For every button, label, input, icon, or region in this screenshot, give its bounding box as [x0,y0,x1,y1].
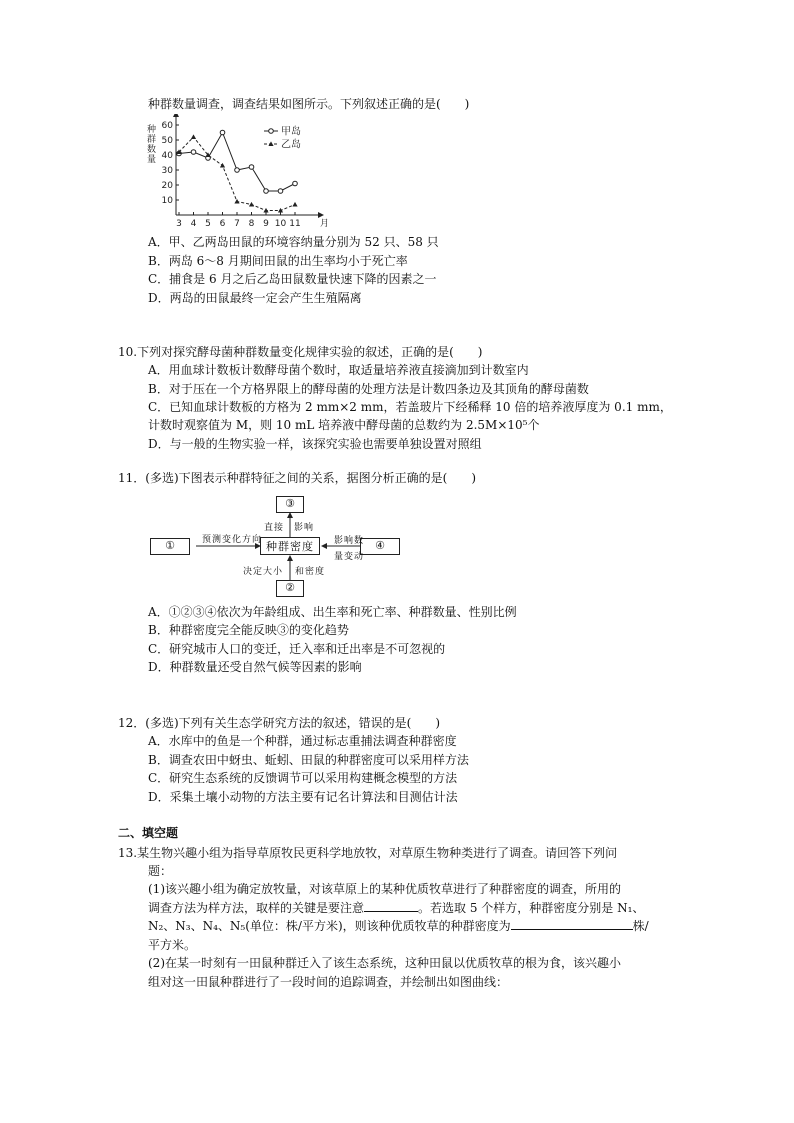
q13-part1-line4: 平方米。 [148,938,197,952]
x-tick-label: 8 [248,219,255,229]
q10-option-d: D．与一般的生物实验一样，该探究实验也需要单独设置对照组 [148,437,482,451]
y-axis-arrow [173,114,179,117]
y-tick-label: 30 [161,166,173,176]
q13-stem-cont: 题： [148,864,173,878]
q13-part2-line2: 组对这一田鼠种群进行了一段时间的追踪调查，并绘制出如图曲线： [148,975,509,989]
q13-part1-text-c: N₂、N₃、N₄、N₅(单位：株/平方米)，则该种优质牧草的种群密度为 [148,919,511,933]
label-affect: 影响 [294,523,315,533]
legend-label-1: 甲岛 [281,126,301,138]
q9-option-b: B．两岛 6～8 月期间田鼠的出生率均小于死亡率 [148,254,408,268]
data-point-series-1 [220,130,225,135]
x-tick-label: 5 [205,219,211,229]
q10-option-c-cont: 计数时观察值为 M，则 10 mL 培养液中酵母菌的总数约为 2.5M×10⁵个 [148,418,540,432]
q9-option-c: C．捕食是 6 月之后乙岛田鼠数量快速下降的因素之一 [148,272,437,286]
node-4: ④ [360,538,400,555]
data-point-series-2 [234,199,239,204]
q13-part1-text-a: 调查方法为样方法，取样的关键是要注意 [148,901,365,915]
q13-part1-text-d: 株/ [632,919,649,933]
data-point-series-1 [249,165,254,170]
q10-stem: 10.下列对探究酵母菌种群数量变化规律实验的叙述，正确的是( ) [118,345,483,359]
node-2: ② [276,580,304,597]
legend-label-2: 乙岛 [281,139,301,151]
x-tick-label: 4 [190,219,197,229]
node-population-density: 种群密度 [260,537,320,555]
data-point-series-1 [264,189,269,194]
q10-option-c: C．已知血球计数板的方格为 2 mm×2 mm，若盖玻片下经稀释 10 倍的培养液厚度为 0.1 mm， [148,400,672,414]
x-axis-label: 月 [320,219,330,229]
q13-part1-line2 [148,900,644,916]
label-predict-trend: 预测变化方向 [202,535,263,545]
section-heading-fill-in: 二、填空题 [118,826,179,840]
node-3: ③ [276,496,304,513]
q12-stem: 12．(多选)下列有关生态学研究方法的叙述，错误的是( ) [118,716,440,730]
label-direct: 直接 [264,523,285,533]
node-1: ① [150,538,190,555]
q13-part1-line1: (1)该兴趣小组为确定放牧量，对该草原上的某种优质牧草进行了种群密度的调查，所用的 [148,882,622,896]
q11-option-c: C．研究城市人口的变迁，迁入率和迁出率是不可忽视的 [148,642,446,656]
y-tick-label: 40 [161,151,173,161]
x-tick-label: 10 [274,219,287,229]
q9-option-a: A．甲、乙两岛田鼠的环境容纳量分别为 52 只、58 只 [148,235,439,249]
y-tick-label: 10 [161,196,173,206]
x-tick-label: 7 [234,219,240,229]
label-determine-size: 决定大小 [243,567,284,577]
q12-option-a: A．水库中的鱼是一个种群，通过标志重捕法调查种群密度 [148,734,457,748]
y-tick-label: 60 [161,121,173,131]
q13-part1-text-b: 。若选取 5 个样方，种群密度分别是 N₁、 [418,901,645,915]
x-tick-label: 6 [219,219,226,229]
x-tick-label: 9 [263,219,269,229]
q10-option-b: B．对于压在一个方格界限上的酵母菌的处理方法是计数四条边及其顶角的酵母菌数 [148,382,589,396]
q12-option-d: D．采集土壤小动物的方法主要有记名计算法和目测估计法 [148,790,458,804]
legend-marker-1 [269,129,274,134]
data-point-series-2 [263,208,268,213]
q12-option-c: C．研究生态系统的反馈调节可以采用构建概念模型的方法 [148,771,458,785]
q11-option-b: B．种群密度完全能反映③的变化趋势 [148,623,349,637]
label-quantity-change: 量变动 [334,552,365,562]
answer-blank-2[interactable] [511,918,633,930]
q11-option-a: A．①②③④依次为年龄组成、出生率和死亡率、种群数量、性别比例 [148,605,517,619]
q13-stem: 13.某生物兴趣小组为指导草原牧民更科学地放牧，对草原生物种类进行了调查。请回答下列问 [118,846,618,860]
data-point-series-1 [191,150,196,155]
q13-part1-line3 [148,918,649,934]
y-tick-label: 50 [161,136,173,146]
x-tick-label: 3 [176,219,182,229]
data-point-series-1 [293,181,298,186]
q12-option-b: B．调查农田中蚜虫、蚯蚓、田鼠的种群密度可以采用样方法 [148,753,469,767]
label-affect-num: 影响数 [334,536,365,546]
data-point-series-2 [220,163,225,168]
data-point-series-2 [292,202,297,207]
q9-stem: 种群数量调查，调查结果如图所示。下列叙述正确的是( ) [148,97,470,111]
q11-stem: 11．(多选)下图表示种群特征之间的关系，据图分析正确的是( ) [118,471,476,485]
population-line-chart [140,114,330,232]
data-point-series-2 [191,134,196,139]
answer-blank-1[interactable] [364,900,418,912]
population-feature-diagram [150,494,400,598]
data-point-series-1 [235,168,240,173]
data-point-series-1 [278,189,283,194]
x-axis-arrow [318,212,324,218]
q9-option-d: D．两岛的田鼠最终一定会产生生殖隔离 [148,291,362,305]
q13-part2-line1: (2)在某一时刻有一田鼠种群迁入了该生态系统，这种田鼠以优质牧草的根为食，该兴趣小 [148,956,622,970]
data-point-series-2 [249,202,254,207]
x-tick-label: 11 [289,219,301,229]
y-axis-label: 种群数量 [145,124,155,164]
q11-option-d: D．种群数量还受自然气候等因素的影响 [148,660,362,674]
q10-option-a: A．用血球计数板计数酵母菌个数时，取适量培养液直接滴加到计数室内 [148,363,529,377]
label-and-density: 和密度 [295,567,326,577]
y-tick-label: 20 [161,181,173,191]
